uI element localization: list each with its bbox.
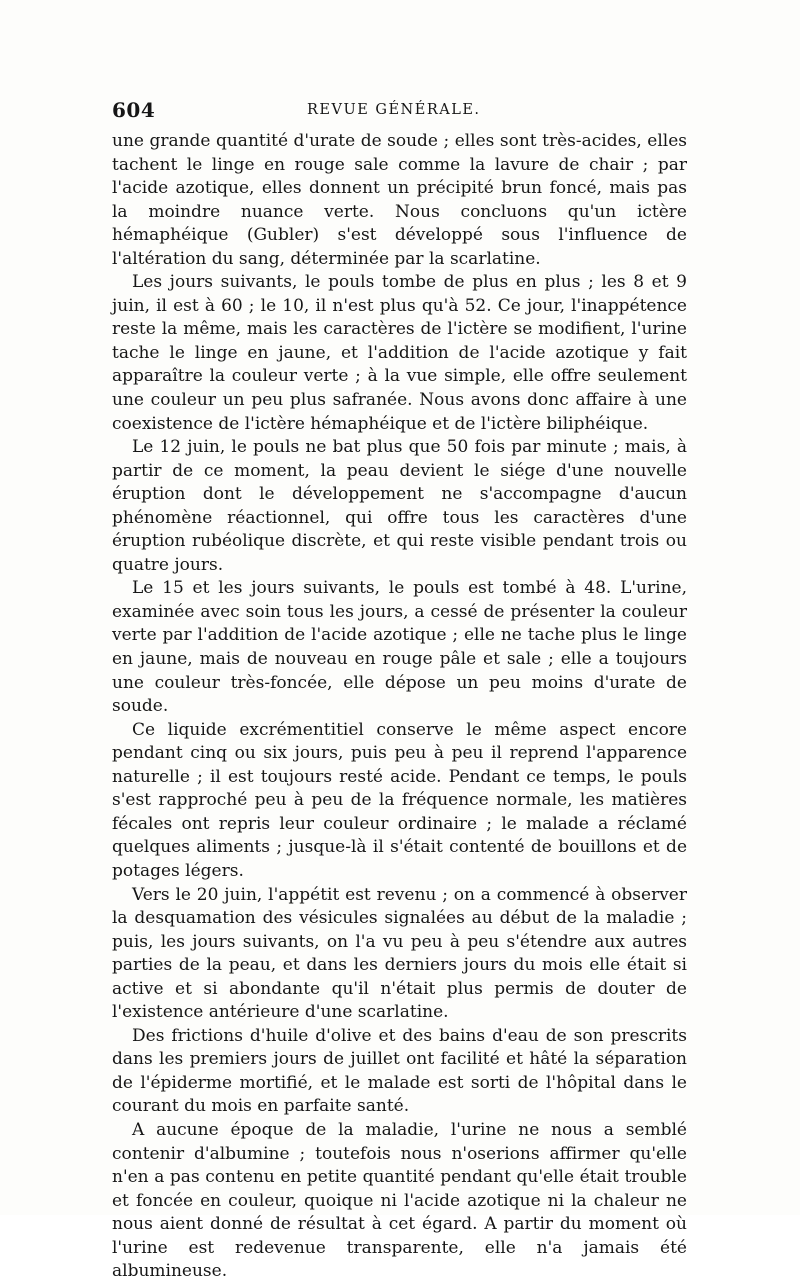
paragraph-2: Les jours suivants, le pouls tombe de plus en plus ; les 8 et 9 juin, il est à 60 ; le 10, il n'est plus qu'à 52. Ce jour, l'inappétence reste la même, mais les caractères de l'ictère se modifient, l'urine tache le linge en jaune, et l'addition de l'acide azotique y fait apparaître la couleur verte ; à la vue simple, elle offre seulement une couleur un peu plus safranée. Nous avons donc affaire à une coexistence de l'ictère hémaphéique et de l'ictère biliphéique. xyxy=(112,272,687,434)
paragraph-5: Ce liquide excrémentitiel conserve le même aspect encore pendant cinq ou six jours, puis peu à peu il reprend l'apparence naturelle ; il est toujours resté acide. Pendant ce temps, le pouls s'est rapproché peu à peu de la fréquence normale, les matières fécales ont repris leur couleur ordinaire ; le malade a réclamé quelques aliments ; jusque-là il s'était contenté de bouillons et de potages légers. xyxy=(112,719,687,881)
paragraph-4: Le 15 et les jours suivants, le pouls est tombé à 48. L'urine, examinée avec soin tous les jours, a cessé de présenter la couleur verte par l'addition de l'acide azotique ; elle ne tache plus le linge en jaune, mais de nouveau en rouge pâle et sale ; elle a toujours une couleur très-foncée, elle dépose un peu moins d'urate de soude. xyxy=(112,578,687,717)
paragraph-8: A aucune époque de la maladie, l'urine ne nous a semblé contenir d'albumine ; toutefois nous n'oserions affirmer qu'elle n'en a pas contenu en petite quantité pendant qu'elle était trouble et foncée en couleur, quoique ni l'acide azotique ni la chaleur ne nous aient donné de résultat à cet égard. A partir du moment où l'urine est redevenue transparente, elle n'a jamais été albumineuse. xyxy=(112,1119,687,1282)
paragraph-7: Des frictions d'huile d'olive et des bains d'eau de son prescrits dans les premiers jours de juillet ont facilité et hâté la séparation de l'épiderme mortifié, et le malade est sorti de l'hôpital dans le courant du mois en parfaite santé. xyxy=(112,1025,687,1117)
page-number: 604 xyxy=(112,98,156,122)
body-text xyxy=(112,130,687,1284)
running-title: REVUE GÉNÉRALE. xyxy=(307,102,481,118)
paragraph-1: une grande quantité d'urate de soude ; elles sont très-acides, elles tachent le linge en rouge sale comme la lavure de chair ; par l'acide azotique, elles donnent un précipité brun foncé, mais pas la moindre nuance verte. Nous concluons qu'un ictère hémaphéique (Gubler) s'est développé sous l'influence de l'altération du sang, déterminée par la scarlatine. xyxy=(112,131,687,269)
paragraph-3: Le 12 juin, le pouls ne bat plus que 50 fois par minute ; mais, à partir de ce moment, la peau devient le siége d'une nouvelle éruption dont le développement ne s'accompagne d'aucun phénomène réactionnel, qui offre tous les caractères d'une éruption rubéolique discrète, et qui reste visible pendant trois ou quatre jours. xyxy=(112,437,687,575)
paragraph-6: Vers le 20 juin, l'appétit est revenu ; on a commencé à observer la desquamation des vésicules signalées au début de la maladie ; puis, les jours suivants, on l'a vu peu à peu s'étendre aux autres parties de la peau, et dans les derniers jours du mois elle était si active et si abondante qu'il n'était plus permis de douter de l'existence antérieure d'une scarlatine. xyxy=(112,884,687,1023)
running-head xyxy=(112,98,687,126)
